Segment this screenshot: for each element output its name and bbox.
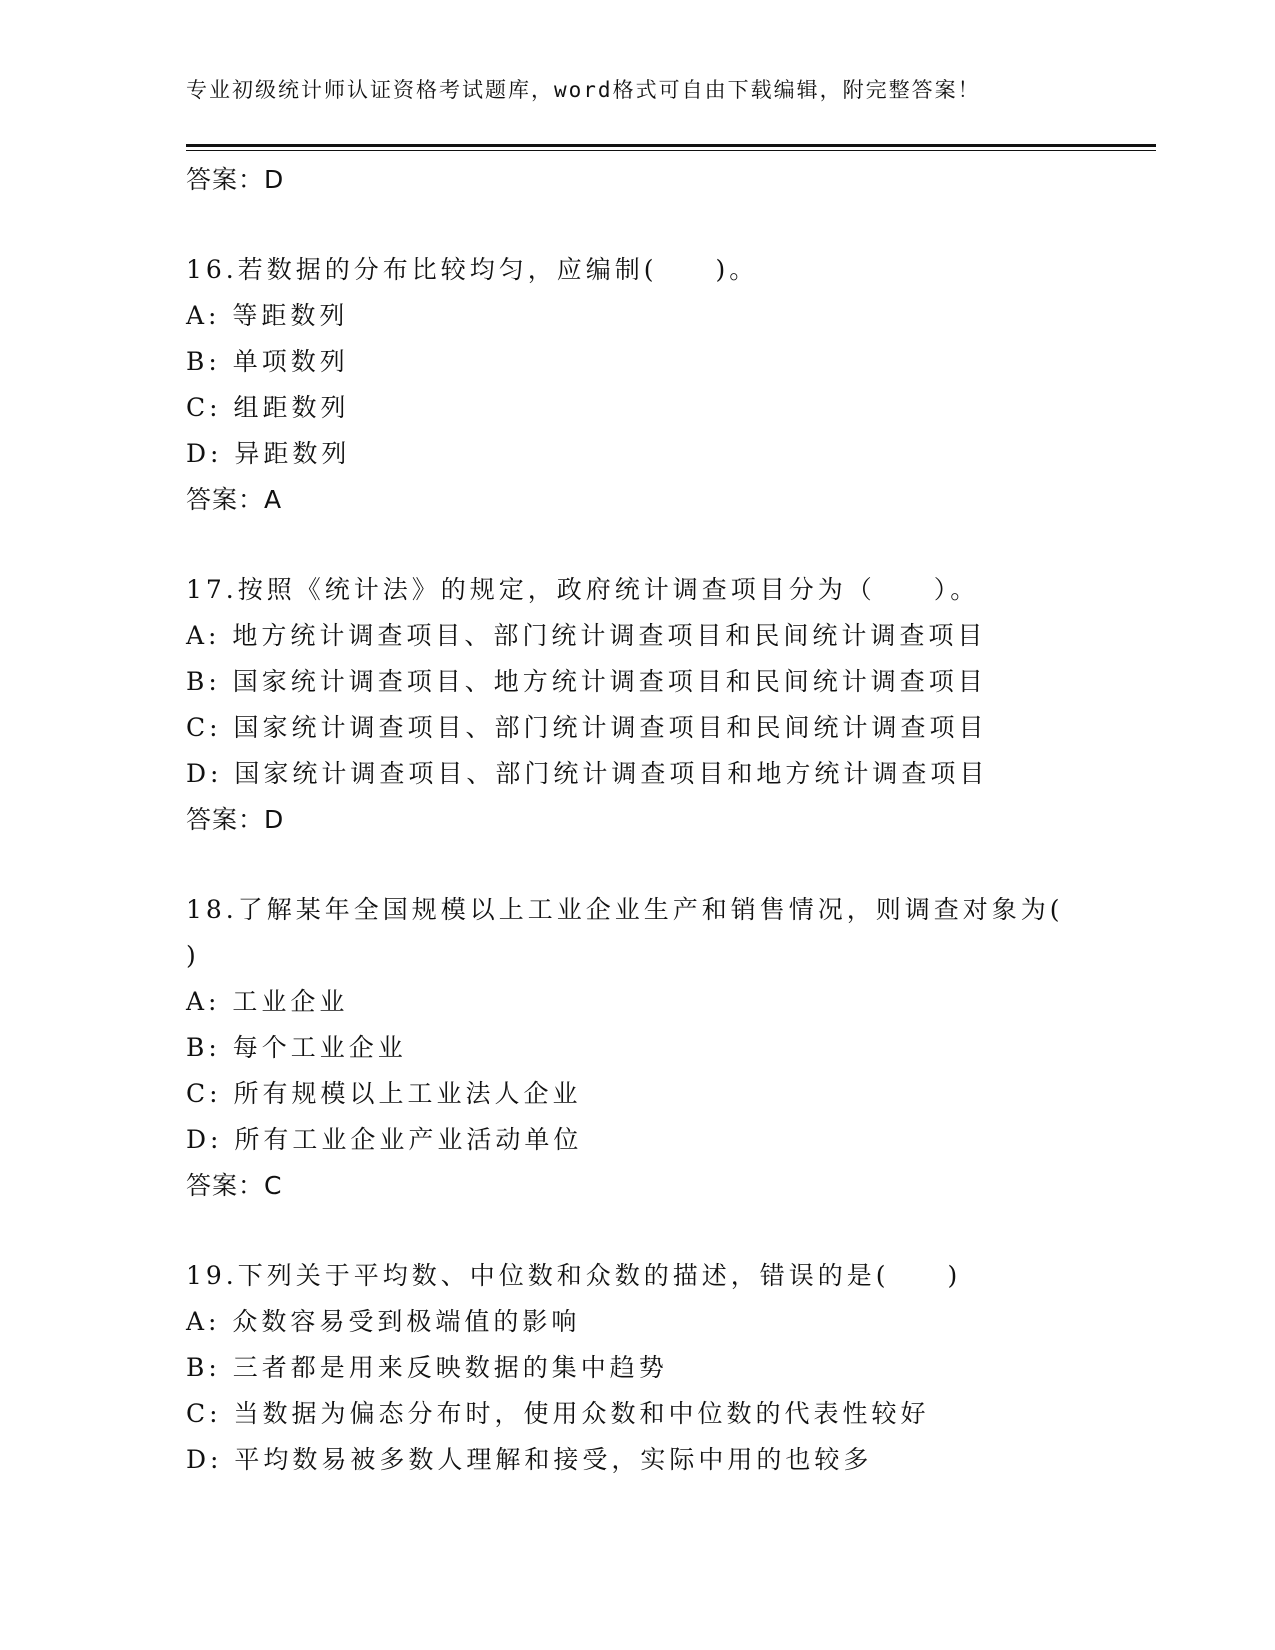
option-c: C: 组距数列 [186,393,350,422]
question-list [186,157,1156,1483]
option-c: C: 当数据为偏态分布时，使用众数和中位数的代表性较好 [186,1399,930,1428]
header-rule-thick [186,144,1156,147]
option-d: D: 所有工业企业产业活动单位 [186,1125,583,1154]
option-c: C: 所有规模以上工业法人企业 [186,1079,582,1108]
page-header: 专业初级统计师认证资格考试题库，word格式可自由下载编辑，附完整答案！ [186,78,981,102]
option-d: D: 国家统计调查项目、部门统计调查项目和地方统计调查项目 [186,759,989,788]
question-stem: 19.下列关于平均数、中位数和众数的描述，错误的是( ) [186,1261,962,1290]
question-17 [186,567,1156,843]
option-a: A: 众数容易受到极端值的影响 [186,1307,581,1336]
question-18 [186,887,1156,1209]
question-19 [186,1253,1156,1483]
option-a: A: 等距数列 [186,301,349,330]
answer: 答案：A [186,485,283,514]
option-b: B: 三者都是用来反映数据的集中趋势 [186,1353,668,1382]
option-b: B: 国家统计调查项目、地方统计调查项目和民间统计调查项目 [186,667,987,696]
question-stem: 17.按照《统计法》的规定，政府统计调查项目分为（ ）。 [186,575,980,604]
option-a: A: 地方统计调查项目、部门统计调查项目和民间统计调查项目 [186,621,987,650]
header-rule-thin [186,150,1156,151]
question-stem: 18.了解某年全国规模以上工业企业生产和销售情况，则调查对象为( [186,895,1064,924]
answer: 答案：D [186,805,285,834]
option-c: C: 国家统计调查项目、部门统计调查项目和民间统计调查项目 [186,713,988,742]
answer: 答案：C [186,1171,283,1200]
option-a: A: 工业企业 [186,987,349,1016]
question-stem: 16.若数据的分布比较均匀，应编制( )。 [186,255,759,284]
option-d: D: 异距数列 [186,439,351,468]
option-b: B: 单项数列 [186,347,349,376]
option-b: B: 每个工业企业 [186,1033,407,1062]
prev-answer: 答案：D [186,165,285,194]
question-stem-continued: ) [186,941,200,970]
question-16 [186,247,1156,523]
option-d: D: 平均数易被多数人理解和接受，实际中用的也较多 [186,1445,873,1474]
